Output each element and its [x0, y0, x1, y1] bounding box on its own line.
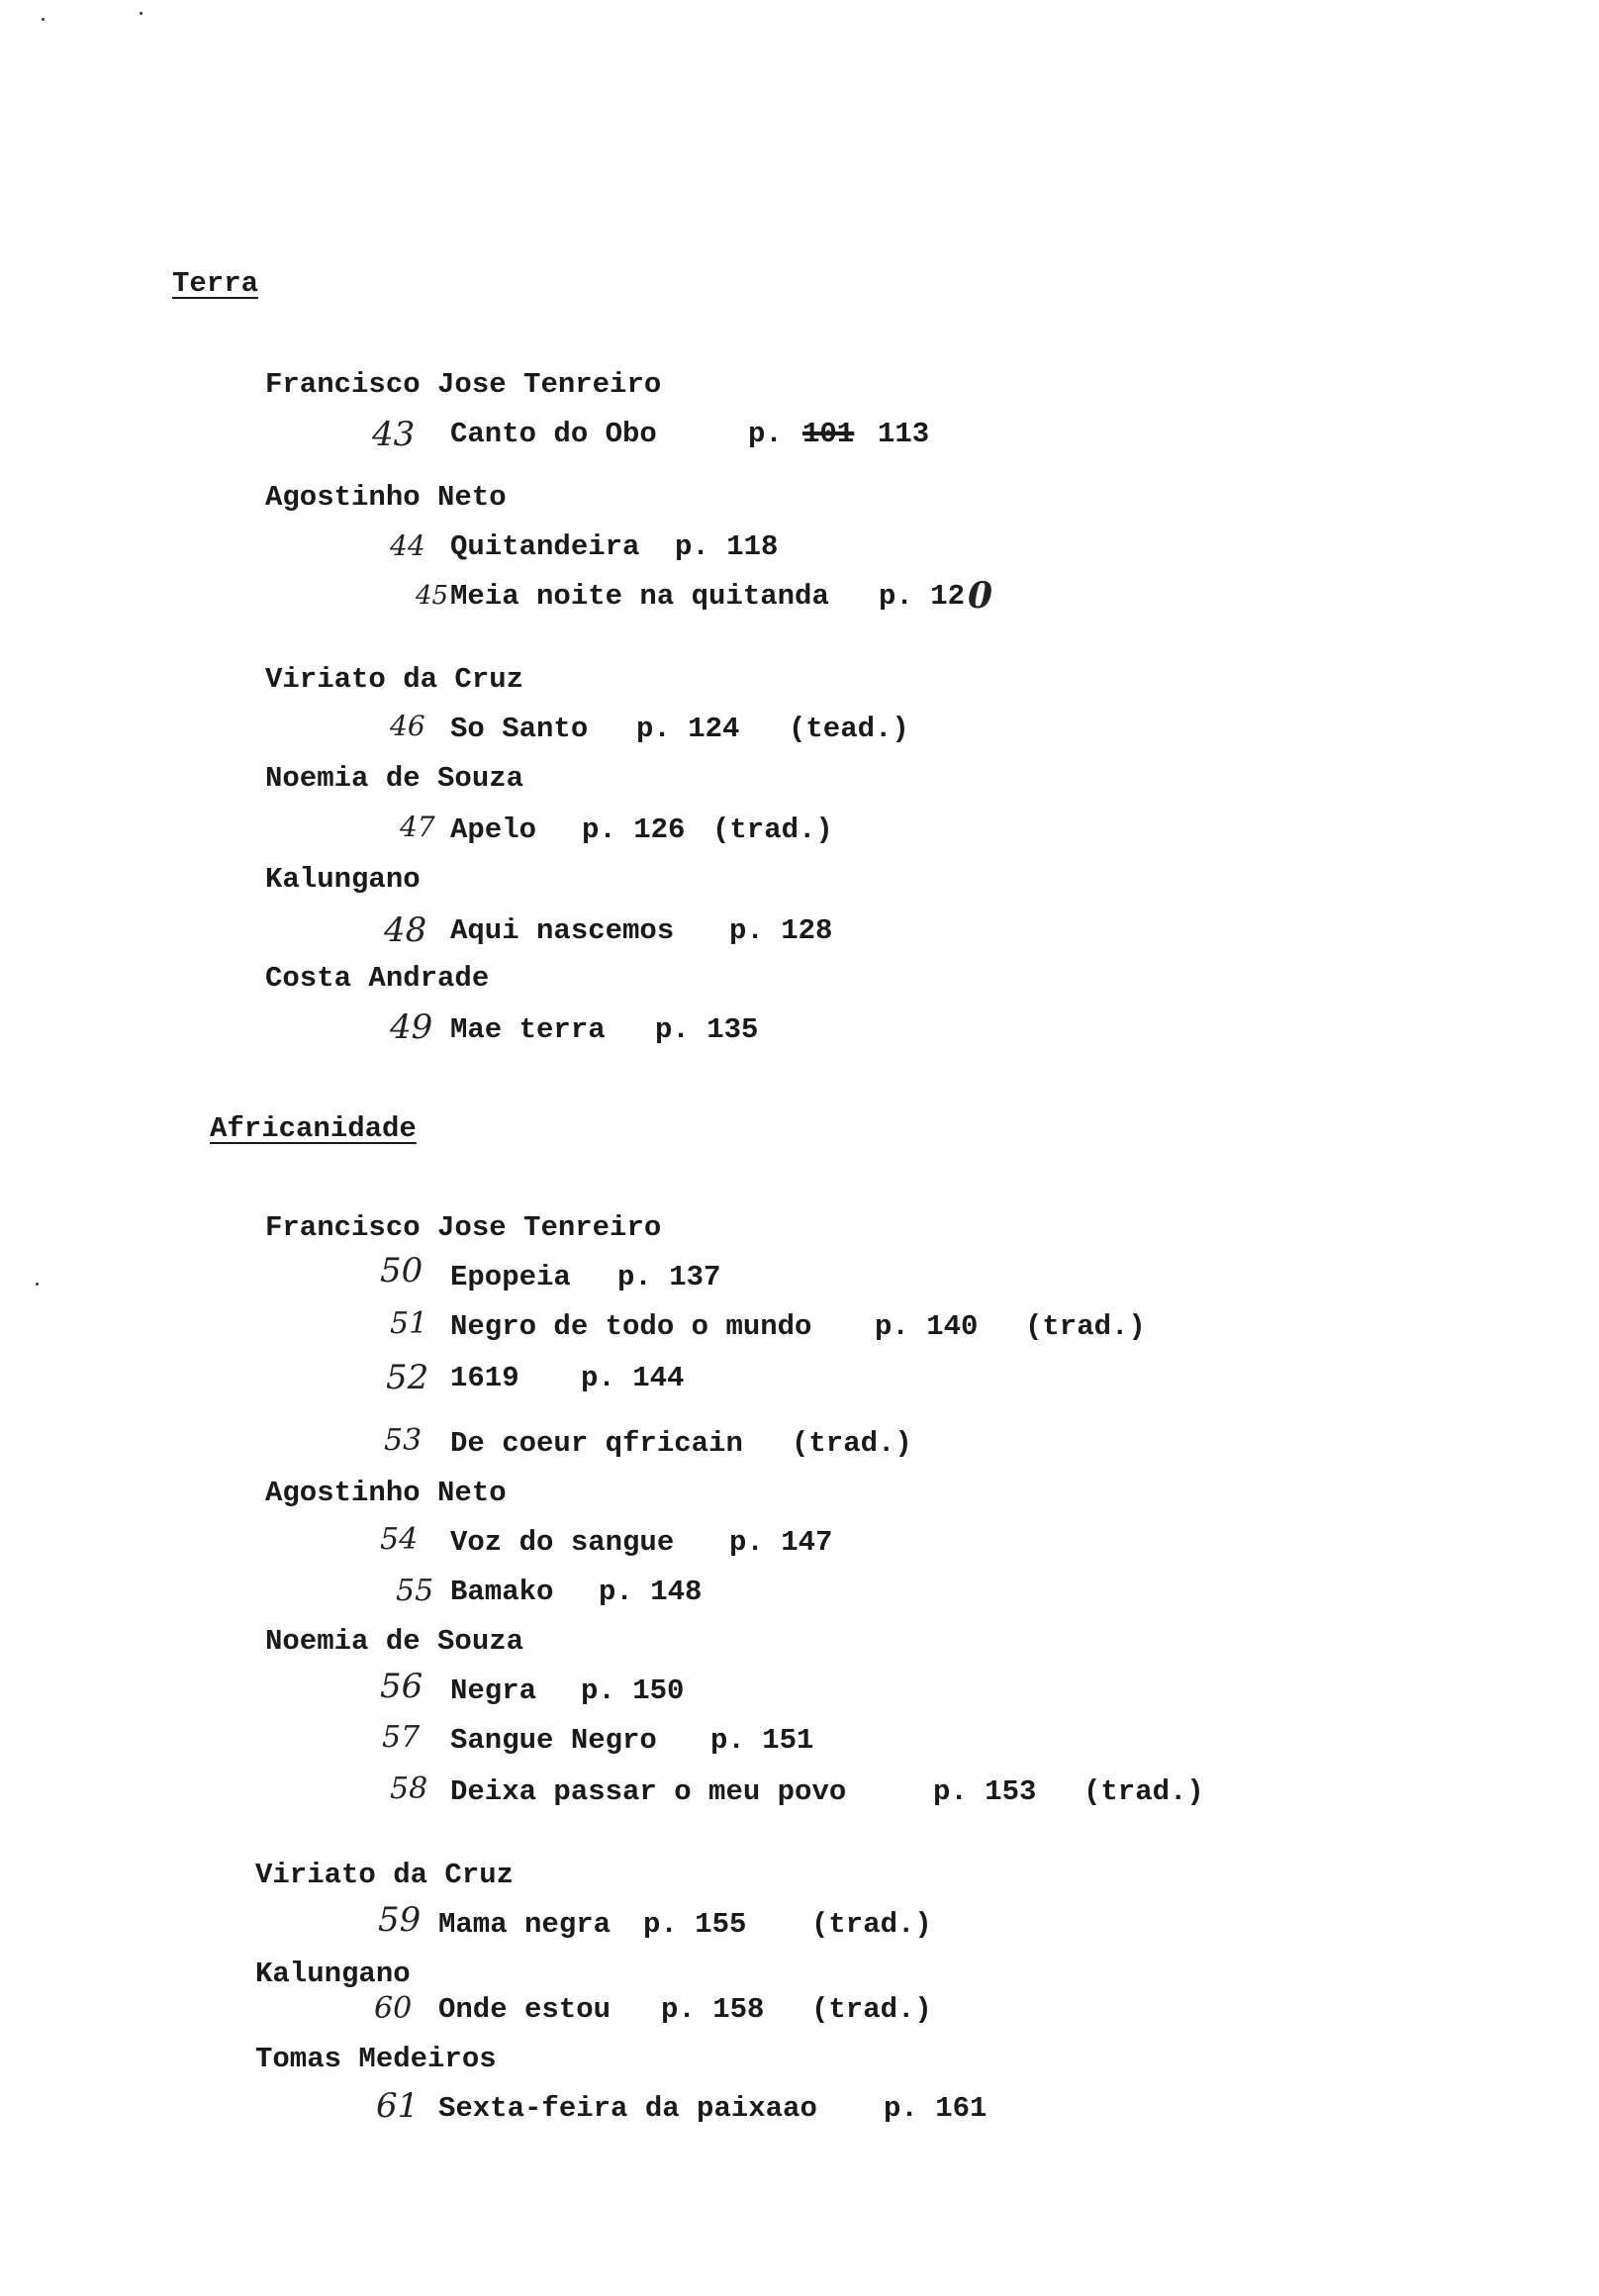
- handwritten-number: 55: [396, 1574, 434, 1608]
- handwritten-number: 58: [390, 1771, 428, 1806]
- translation-note: (tead.): [789, 713, 909, 745]
- page-ref: p. 148: [599, 1576, 703, 1608]
- page-ref: p. 128: [729, 914, 833, 947]
- author-name: Noemia de Souza: [265, 1625, 524, 1658]
- poem-title: Sangue Negro: [450, 1724, 657, 1757]
- translation-note: (trad.): [1083, 1775, 1204, 1808]
- handwritten-number: 57: [382, 1720, 421, 1755]
- page-ref: p. 118: [675, 530, 779, 563]
- handwritten-number: 54: [380, 1522, 419, 1557]
- handwritten-number: 47: [400, 811, 435, 843]
- handwritten-number: 59: [378, 1900, 422, 1940]
- poem-title: Deixa passar o meu povo: [450, 1775, 847, 1808]
- translation-note: (trad.): [1025, 1310, 1146, 1343]
- struck-page-number: 101: [802, 418, 855, 450]
- translation-note: (trad.): [792, 1427, 912, 1460]
- poem-title: De coeur qfricain: [450, 1427, 743, 1460]
- poem-title: 1619: [450, 1362, 519, 1394]
- poem-title: Mama negra: [438, 1908, 611, 1941]
- poem-title: Sexta-feira da paixaao: [438, 2092, 817, 2125]
- handwritten-number: 49: [390, 1007, 433, 1047]
- poem-title: Apelo: [450, 813, 537, 846]
- handwritten-number: 48: [384, 910, 427, 950]
- handwritten-number: 60: [374, 1991, 413, 2026]
- author-name: Noemia de Souza: [265, 762, 524, 795]
- author-name: Tomas Medeiros: [255, 2043, 497, 2075]
- handwritten-number: 45: [416, 581, 449, 611]
- section-heading-africanidade: Africanidade: [210, 1112, 417, 1145]
- handwritten-number: 44: [390, 529, 425, 562]
- poem-title: Onde estou: [438, 1993, 611, 2026]
- handwritten-number: 46: [390, 710, 425, 742]
- paper-speck: [42, 18, 45, 21]
- author-name: Francisco Jose Tenreiro: [265, 1211, 662, 1244]
- handwritten-number: 52: [386, 1358, 429, 1397]
- page-ref: p. 135: [655, 1013, 759, 1046]
- page-ref: p. 151: [710, 1724, 814, 1757]
- page-ref: p. 126: [582, 813, 686, 846]
- handwritten-number: 56: [380, 1667, 423, 1706]
- author-name: Francisco Jose Tenreiro: [265, 368, 662, 401]
- author-name: Agostinho Neto: [265, 481, 507, 514]
- author-name: Viriato da Cruz: [265, 663, 524, 696]
- page-ref: p. 150: [581, 1674, 685, 1707]
- author-name: Kalungano: [255, 1958, 411, 1990]
- page-ref: p. 140: [875, 1310, 979, 1343]
- page-ref: p. 144: [581, 1362, 685, 1394]
- page-number: 113: [878, 418, 930, 450]
- poem-title: Meia noite na quitanda: [450, 580, 829, 613]
- handwritten-number: 53: [384, 1423, 423, 1458]
- poem-title: Mae terra: [450, 1013, 606, 1046]
- paper-speck: [140, 12, 142, 15]
- page-ref: p. 137: [617, 1261, 721, 1293]
- paper-speck: [36, 1283, 39, 1286]
- handwritten-number: 50: [380, 1251, 423, 1291]
- poem-title: Canto do Obo: [450, 418, 657, 450]
- translation-note: (trad.): [712, 813, 833, 846]
- poem-title: Negro de todo o mundo: [450, 1310, 812, 1343]
- translation-note: (trad.): [811, 1908, 932, 1941]
- page-ref: p. 155: [643, 1908, 747, 1941]
- handwritten-correction: 0: [968, 575, 993, 617]
- poem-title: Negra: [450, 1674, 537, 1707]
- poem-title: Aqui nascemos: [450, 914, 675, 947]
- page-ref: p. 12: [879, 580, 966, 613]
- poem-title: Bamako: [450, 1576, 554, 1608]
- page-ref: p. 158: [661, 1993, 765, 2026]
- page-ref: p. 161: [884, 2092, 988, 2125]
- page-ref: p.: [748, 418, 783, 450]
- poem-title: Quitandeira: [450, 530, 640, 563]
- poem-title: Voz do sangue: [450, 1526, 675, 1559]
- author-name: Kalungano: [265, 863, 421, 896]
- page-ref: p. 153: [933, 1775, 1037, 1808]
- section-heading-terra: Terra: [172, 267, 259, 300]
- poem-title: So Santo: [450, 713, 589, 745]
- handwritten-number: 43: [372, 415, 416, 454]
- handwritten-number: 51: [390, 1306, 428, 1341]
- page-ref: p. 124: [636, 713, 740, 745]
- poem-title: Epopeia: [450, 1261, 571, 1293]
- page-ref: p. 147: [729, 1526, 833, 1559]
- translation-note: (trad.): [811, 1993, 932, 2026]
- author-name: Costa Andrade: [265, 962, 490, 995]
- handwritten-number: 61: [376, 2086, 420, 2126]
- author-name: Agostinho Neto: [265, 1477, 507, 1509]
- author-name: Viriato da Cruz: [255, 1859, 515, 1891]
